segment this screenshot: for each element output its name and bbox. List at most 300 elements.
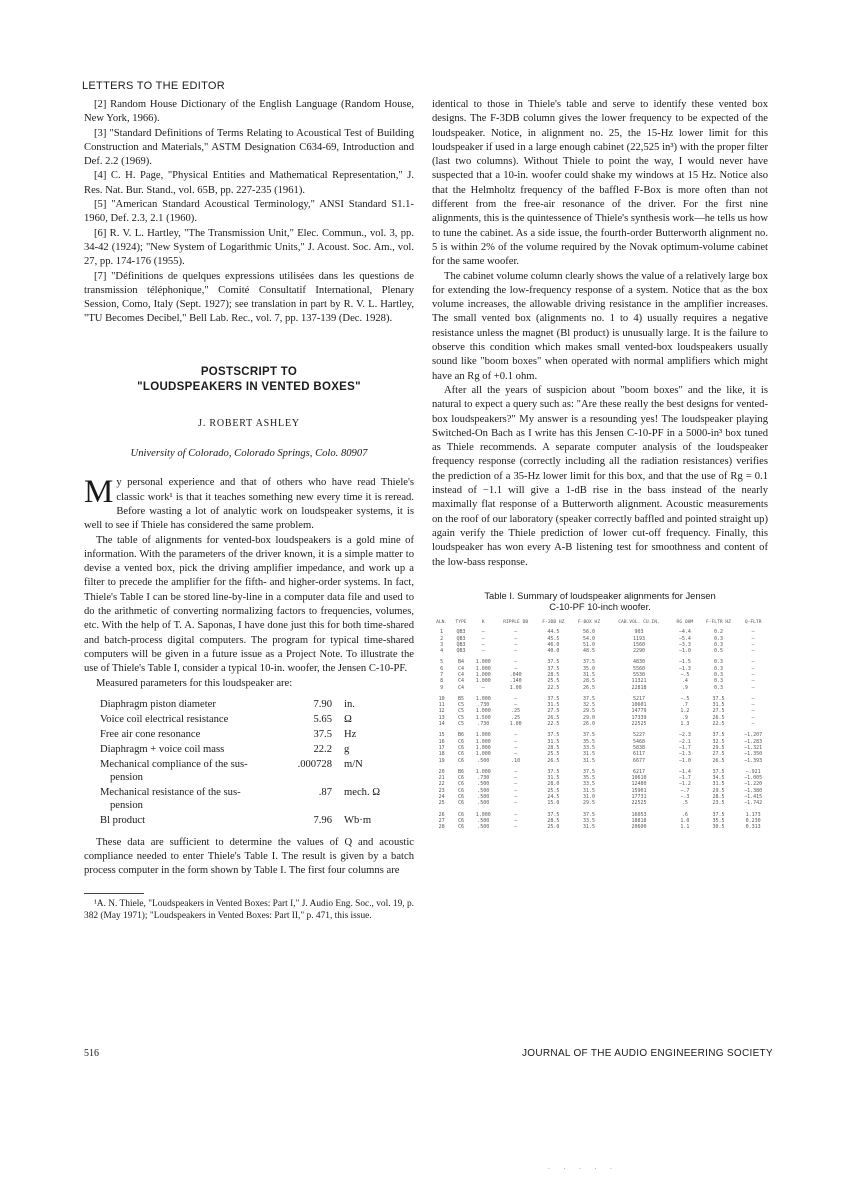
table-header-cell: F-3DB HZ <box>542 619 565 625</box>
table-cell: — <box>751 671 755 678</box>
table-cell: .730 <box>477 721 490 728</box>
table-header-cell: F-BOX HZ <box>577 619 601 625</box>
table-cell: .9 <box>681 714 688 721</box>
table-cell: C6 <box>457 781 464 788</box>
parameter-name-text: Diaphragm piston diameter <box>100 698 216 710</box>
table-cell: — <box>514 817 518 824</box>
table-row <box>432 824 768 830</box>
parameter-row <box>100 813 390 828</box>
table-cell: 16 <box>438 738 445 745</box>
table-cell: 0.3 <box>713 684 723 691</box>
table-cell: 46.0 <box>547 641 560 648</box>
table-cell: 10601 <box>631 702 647 709</box>
table-cell: 2 <box>440 635 444 642</box>
table-cell: QB3 <box>456 641 466 648</box>
table-header-cell: RG OHM <box>676 619 694 625</box>
table-cell: — <box>514 800 518 807</box>
table-cell: .500 <box>477 794 490 801</box>
parameter-unit: Wb·m <box>344 814 372 826</box>
table-cell: 1.00 <box>509 721 522 728</box>
table-cell: — <box>751 714 755 721</box>
table-cell: 22.5 <box>547 684 560 691</box>
table-cell: 29.5 <box>583 800 596 807</box>
table-cell: 1.173 <box>745 811 761 818</box>
parameter-name <box>100 712 280 727</box>
parameter-value: .000728 <box>297 758 332 770</box>
table-header-cell: Q-FLTR <box>744 619 762 625</box>
table-cell: −.3 <box>680 794 690 801</box>
table-header-cell: RIPPLE DB <box>503 619 529 625</box>
table-cell: .10 <box>511 757 521 764</box>
table-cell: 14779 <box>631 708 647 715</box>
table-cell: C6 <box>457 738 464 745</box>
table-cell: −1.415 <box>744 794 763 801</box>
footnote-rule <box>84 893 144 894</box>
table-cell: 27.5 <box>547 708 560 715</box>
table-cell: — <box>751 678 755 685</box>
table-cell: −1.3 <box>678 751 691 758</box>
table-cell: 2290 <box>632 648 645 655</box>
table-cell: −.921 <box>745 768 761 775</box>
table-cell: 37.5 <box>583 659 596 666</box>
table-cell: 25.0 <box>547 824 560 831</box>
table-cell: QB3 <box>456 648 466 655</box>
table-cell: 31.5 <box>583 671 596 678</box>
table-cell: 26.5 <box>547 757 560 764</box>
table-cell: 33.5 <box>583 817 596 824</box>
parameter-unit: mech. Ω <box>344 786 381 798</box>
table-cell: 1.000 <box>475 695 491 702</box>
table-cell: 22818 <box>631 684 647 691</box>
table-cell: −1.393 <box>744 757 763 764</box>
table-cell: 5468 <box>632 738 645 745</box>
table-cell: — <box>481 629 485 636</box>
table-cell: 28.5 <box>547 817 560 824</box>
table-cell: QB3 <box>456 629 466 636</box>
table-cell: 26.5 <box>583 684 596 691</box>
table-row <box>432 727 768 738</box>
table-cell: — <box>751 665 755 672</box>
table-cell: 0.3 <box>713 671 723 678</box>
table-cell: 1.000 <box>475 744 491 751</box>
table-cell: 34.5 <box>712 775 725 782</box>
table-cell: C4 <box>457 665 464 672</box>
table-cell: 51.0 <box>583 641 596 648</box>
parameter-name-text: Diaphragm + voice coil mass <box>100 743 225 755</box>
drop-cap: M <box>84 474 114 511</box>
table-cell: B6 <box>457 732 464 739</box>
table-cell: 31.5 <box>547 702 560 709</box>
table-cell: 48.5 <box>583 648 596 655</box>
table-cell: 1.000 <box>475 665 491 672</box>
table-cell: 1.00 <box>509 684 522 691</box>
reference-item: [3] "Standard Definitions of Terms Relating to Acoustical Test of Building Construction and Materials," ASTM Designation C634-69, Introduction and Def. 2.2 (1969). <box>84 127 414 168</box>
table-cell: 903 <box>634 629 644 636</box>
table-cell: 31.5 <box>712 702 725 709</box>
table-cell: — <box>514 811 518 818</box>
parameter-name <box>100 697 280 712</box>
table-cell: B4 <box>457 659 464 666</box>
table-cell: −.7 <box>680 787 690 794</box>
table-cell: 31.5 <box>547 738 560 745</box>
table-cell: 12480 <box>631 781 647 788</box>
table-cell: B6 <box>457 768 464 775</box>
table-cell: — <box>751 708 755 715</box>
table-cell: 15.0 <box>547 800 560 807</box>
table-cell: 6 <box>440 665 444 672</box>
parameter-value: 7.96 <box>313 814 332 826</box>
parameter-name-continuation: pension <box>110 799 143 811</box>
table-caption <box>432 590 768 612</box>
table-cell: 0.230 <box>745 817 761 824</box>
parameter-name-text: Bl product <box>100 814 146 826</box>
table-cell: −1.220 <box>744 781 763 788</box>
parameter-row <box>100 757 390 785</box>
table-cell: — <box>751 721 755 728</box>
table-header-cell: CAB.VOL. CU.IN. <box>618 619 660 625</box>
article-title <box>84 365 414 395</box>
table-cell: −1.0 <box>678 648 691 655</box>
table-cell: 15 <box>438 732 445 739</box>
table-cell: C4 <box>457 678 464 685</box>
table-header-cell: ALN. <box>436 619 448 625</box>
table-cell: C6 <box>457 787 464 794</box>
table-cell: 8 <box>440 678 444 685</box>
table-cell: 37.5 <box>547 695 560 702</box>
table-cell: B5 <box>457 695 464 702</box>
table-cell: .9 <box>681 684 688 691</box>
reference-item: [5] "American Standard Acoustical Terminology," ANSI Standard S1.1-1960, Def. 2.3, 2.1 (1960). <box>84 199 414 225</box>
paragraph-identical: identical to those in Thiele's table and serve to identify these vented box designs. The F-3DB column gives the lower frequency to be expected of the loudspeaker. Notice, in alignment no. 25, the 15-Hz lower limit for this loudspeaker if used in a large enough cabinet (22,525 in³) with the proper filter (last two columns). Without Thiele to point the way, I would never have suspected that a 10-in. woofer could shake my windows at 15 Hz. Notice also that the Helmholtz frequency of the baffled F-Box is more often than not different from the free-air resonance of the driver. For the first nine alignments, this is the quintessence of Thiele's synthesis work—he tells us how to tune the cabinet. As a side issue, the fourth-order Butterworth alignment no. 5 is within 2% of the volume required by the Novak optimum-volume cabinet for the same woofer. <box>432 99 768 268</box>
table-cell: — <box>481 641 485 648</box>
table-cell: — <box>751 635 755 642</box>
table-cell: −1.5 <box>678 659 691 666</box>
table-cell: 27 <box>438 817 445 824</box>
table-cell: 33.5 <box>583 744 596 751</box>
table-cell: 7 <box>440 671 444 678</box>
table-cell: — <box>751 684 755 691</box>
table-cell: 24 <box>438 794 445 801</box>
table-cell: 1560 <box>632 641 645 648</box>
table-cell: — <box>751 648 755 655</box>
parameter-unit: Ω <box>344 713 352 725</box>
parameter-name <box>100 727 280 742</box>
table-cell: 28.5 <box>583 678 596 685</box>
author: J. ROBERT ASHLEY <box>198 417 300 429</box>
table-cell: 29.5 <box>712 787 725 794</box>
parameter-value: 22.2 <box>313 743 332 755</box>
table-cell: 18818 <box>631 817 647 824</box>
table-cell: 20 <box>438 768 445 775</box>
table-cell: −1.350 <box>744 751 763 758</box>
table-cell: 1.000 <box>475 671 491 678</box>
table-cell: 54.0 <box>583 635 596 642</box>
table-cell: — <box>514 695 518 702</box>
table-cell: 1.1 <box>680 824 690 831</box>
parameter-value: 37.5 <box>313 728 332 740</box>
table-cell: 37.5 <box>547 659 560 666</box>
table-cell: 37.5 <box>583 732 596 739</box>
running-header: LETTERS TO THE EDITOR <box>82 80 226 92</box>
paragraph-boom-boxes: After all the years of suspicion about "boom boxes" and the like, it is natural to expect a query such as: "Are these really the best designs for vented-box loudspeakers?" My answer is a resounding yes! The loudspeaker playing Switched-On Bach as I write has this Jensen C-10-PF in a 5000-in³ box tuned as Thiele recommends. A separate computer analysis of the loudspeaker frequency response (correctly including all the radiation resistances) verifies the prediction of a 35-Hz lower limit for this box, and that the use of Rg = 0.1 instead of −1.1 will give a 1-dB rise in the bass instead of the nearly maximally flat response of a Butterworth alignment. Acoustic measurements on the roof of our laboratory (speaker correctly baffled and pointed straight up) again verify the Thiele prediction of lower cut-off frequency. Finally, this loudspeaker has won every A-B listening test for smoothness and content of the low-bass response. <box>432 384 768 568</box>
parameter-value: .87 <box>318 786 332 798</box>
table-cell: 26.5 <box>547 714 560 721</box>
table-cell: 5 <box>440 659 444 666</box>
table-row <box>432 691 768 702</box>
table-cell: 26.0 <box>583 721 596 728</box>
parameter-name-text: Mechanical compliance of the sus- <box>100 758 248 770</box>
parameter-name <box>100 757 280 785</box>
table-cell: −.5 <box>680 671 690 678</box>
table-cell: 37.5 <box>583 768 596 775</box>
table-cell: — <box>514 768 518 775</box>
table-cell: C4 <box>457 684 464 691</box>
journal-name: JOURNAL OF THE AUDIO ENGINEERING SOCIETY <box>522 1048 773 1059</box>
table-cell: C6 <box>457 794 464 801</box>
table-cell: 31.5 <box>547 775 560 782</box>
table-cell: .730 <box>477 702 490 709</box>
table-cell: 0.3 <box>713 641 723 648</box>
table-cell: 4 <box>440 648 444 655</box>
table-row <box>432 654 768 665</box>
table-cell: 23.5 <box>712 800 725 807</box>
table-cell: — <box>481 635 485 642</box>
table-cell: — <box>751 629 755 636</box>
parameter-name-continuation: pension <box>110 771 143 783</box>
table-cell: 22525 <box>631 721 647 728</box>
table-cell: 16053 <box>631 811 647 818</box>
table-cell: 0.3 <box>713 665 723 672</box>
table-cell: 13 <box>438 714 445 721</box>
table-cell: 6677 <box>632 757 645 764</box>
table-cell: .500 <box>477 824 490 831</box>
table-cell: 22525 <box>631 800 647 807</box>
table-cell: C6 <box>457 824 464 831</box>
table-cell: 31.5 <box>583 751 596 758</box>
table-cell: 6217 <box>632 768 645 775</box>
title-line-1: POSTSCRIPT TO <box>200 365 298 378</box>
table-cell: — <box>514 824 518 831</box>
table-cell: −1.0 <box>678 757 691 764</box>
table-cell: 1.2 <box>680 708 690 715</box>
table-cell: 35.5 <box>583 775 596 782</box>
table-cell: .500 <box>477 787 490 794</box>
table-cell: −1.005 <box>744 775 763 782</box>
table-cell: 1.000 <box>475 659 491 666</box>
table-cell: 22 <box>438 781 445 788</box>
table-cell: 28.0 <box>547 781 560 788</box>
table-cell: 0.3 <box>713 659 723 666</box>
table-cell: 10 <box>438 695 445 702</box>
parameter-row <box>100 727 390 742</box>
alignment-table <box>432 620 768 831</box>
table-cell: 17731 <box>631 794 647 801</box>
table-cell: .500 <box>477 800 490 807</box>
table-cell: 9 <box>440 684 444 691</box>
parameter-unit: m/N <box>344 758 363 770</box>
table-cell: — <box>514 787 518 794</box>
table-cell: C4 <box>457 671 464 678</box>
table-cell: 28.5 <box>547 744 560 751</box>
parameter-row <box>100 742 390 757</box>
table-cell: 1.0 <box>680 817 690 824</box>
table-cell: 6117 <box>632 751 645 758</box>
table-cell: C5 <box>457 708 464 715</box>
table-cell: 0.3 <box>713 678 723 685</box>
table-cell: 25.5 <box>547 751 560 758</box>
paragraph-data-sufficient: These data are sufficient to determine the values of Q and acoustic compliance needed to enter Thiele's Table I. The result is given by a batch process computer in the form shown by Table I. The first four columns are <box>84 836 414 877</box>
parameter-value: 5.65 <box>313 713 332 725</box>
table-cell: — <box>514 781 518 788</box>
table-cell: 32.5 <box>712 738 725 745</box>
table-cell: 31.0 <box>583 794 596 801</box>
table-cell: C5 <box>457 702 464 709</box>
table-cell: 30.5 <box>712 824 725 831</box>
table-cell: .25 <box>511 714 521 721</box>
table-cell: 0.313 <box>745 824 761 831</box>
table-cell: 37.5 <box>583 811 596 818</box>
table-cell: 35.0 <box>583 665 596 672</box>
left-column <box>84 98 414 922</box>
table-cell: 29.5 <box>583 708 596 715</box>
table-cell: 27.5 <box>712 751 725 758</box>
table-cell: 31.5 <box>712 781 725 788</box>
table-cell: 20600 <box>631 824 647 831</box>
table-cell: 37.5 <box>547 665 560 672</box>
table-cell: C6 <box>457 775 464 782</box>
table-cell: — <box>514 629 518 636</box>
table-cell: 0.5 <box>713 648 723 655</box>
table-cell: .730 <box>477 775 490 782</box>
table-cell: 15901 <box>631 787 647 794</box>
table-header-cell: TYPE <box>455 619 467 625</box>
table-cell: −1.7 <box>678 775 691 782</box>
table-cell: 29.0 <box>583 714 596 721</box>
table-cell: 29.5 <box>712 744 725 751</box>
table-cell: — <box>514 775 518 782</box>
table-cell: 37.5 <box>547 811 560 818</box>
table-cell: .7 <box>681 702 688 709</box>
table-cell: −1.321 <box>744 744 763 751</box>
table-cell: 26.5 <box>712 757 725 764</box>
table-header-cell: K <box>481 619 485 625</box>
parameter-unit: g <box>344 743 350 755</box>
table-cell: −1.3 <box>678 665 691 672</box>
table-cell: 35.5 <box>712 817 725 824</box>
reference-item: [6] R. V. L. Hartley, "The Transmission Unit," Elec. Commun., vol. 3, pp. 34-42 (1924); "New System of Logarithmic Units," J. Acoust. Soc. Am., vol. 27, pp. 174-176 (1955). <box>84 227 414 268</box>
table-cell: −1.283 <box>744 738 763 745</box>
table-cell: 4830 <box>632 659 645 666</box>
table-cell: — <box>514 659 518 666</box>
table-header-cell: F-FLTR HZ <box>706 619 731 625</box>
table-cell: 1193 <box>632 635 645 642</box>
table-cell: 1.000 <box>475 678 491 685</box>
table-row <box>432 764 768 775</box>
table-cell: −1.2 <box>678 781 691 788</box>
page-number: 516 <box>84 1048 99 1059</box>
table-cell: 5227 <box>632 732 645 739</box>
table-cell: 3 <box>440 641 444 648</box>
parameter-name-text: Voice coil electrical resistance <box>100 713 229 725</box>
table-cell: 33.5 <box>583 781 596 788</box>
reference-list <box>84 98 414 327</box>
table-cell: −2.3 <box>678 732 691 739</box>
table-cell: 1.000 <box>475 738 491 745</box>
table-cell: — <box>751 659 755 666</box>
affiliation: University of Colorado, Colorado Springs, Colo. 80907 <box>130 448 368 460</box>
parameter-name <box>100 785 280 813</box>
table-cell: .040 <box>509 671 522 678</box>
table-cell: 1.3 <box>680 721 690 728</box>
table-cell: — <box>514 738 518 745</box>
table-cell: — <box>514 732 518 739</box>
table-caption-line-1: Table I. Summary of loudspeaker alignments for Jensen <box>484 589 716 601</box>
parameter-name <box>100 742 280 757</box>
table-cell: 26 <box>438 811 445 818</box>
table-cell: 1.000 <box>475 708 491 715</box>
table-cell: −1.4 <box>678 768 691 775</box>
table-cell: 19 <box>438 757 445 764</box>
table-cell: 25 <box>438 800 445 807</box>
table-cell: .500 <box>477 817 490 824</box>
table-cell: — <box>514 635 518 642</box>
table-cell: 28.5 <box>547 671 560 678</box>
table-cell: 44.5 <box>547 629 560 636</box>
table-cell: C6 <box>457 800 464 807</box>
table-cell: −5.4 <box>678 635 691 642</box>
paragraph-intro-text: y personal experience and that of others who have read Thiele's classic work¹ is that it teaches something new every time it is reread. Before wasting a lot of analytic work on loudspeaker systems, it is well to see if Thiele has considered the same problem. <box>84 477 414 532</box>
table-cell: C5 <box>457 721 464 728</box>
table-cell: 14 <box>438 721 445 728</box>
parameter-unit: Hz <box>344 728 357 740</box>
table-cell: 32.5 <box>583 702 596 709</box>
table-cell: −1.207 <box>744 732 763 739</box>
table-cell: 5560 <box>632 665 645 672</box>
table-cell: — <box>514 665 518 672</box>
table-cell: −1.380 <box>744 787 763 794</box>
parameter-value: 7.90 <box>313 698 332 710</box>
table-cell: 18 <box>438 751 445 758</box>
table-cell: 23 <box>438 787 445 794</box>
table-cell: 1.000 <box>475 732 491 739</box>
reference-item: [4] C. H. Page, "Physical Entities and Mathematical Representation," J. Res. Nat. Bur. Stand., vol. 65B, pp. 227-235 (1961). <box>84 170 414 196</box>
table-cell: C6 <box>457 757 464 764</box>
table-cell: 25.5 <box>547 678 560 685</box>
table-cell: .5 <box>681 800 688 807</box>
table-cell: 37.5 <box>712 695 725 702</box>
table-cell: — <box>481 684 485 691</box>
table-cell: 28 <box>438 824 445 831</box>
table-cell: 5530 <box>632 671 645 678</box>
table-cell: C6 <box>457 817 464 824</box>
table-cell: −3.3 <box>678 641 691 648</box>
parameter-name-text: Free air cone resonance <box>100 728 201 740</box>
table-cell: .6 <box>681 811 688 818</box>
table-cell: — <box>514 648 518 655</box>
table-cell: — <box>481 648 485 655</box>
parameter-name <box>100 813 280 828</box>
paragraph-measured: Measured parameters for this loudspeaker are: <box>96 677 293 689</box>
table-cell: 22.5 <box>547 721 560 728</box>
table-cell: 31.5 <box>583 824 596 831</box>
table-cell: 17 <box>438 744 445 751</box>
table-cell: — <box>514 751 518 758</box>
table-cell: 10610 <box>631 775 647 782</box>
table-cell: 56.0 <box>583 629 596 636</box>
table-cell: −1.7 <box>678 744 691 751</box>
table-cell: 5838 <box>632 744 645 751</box>
table-cell: 35.5 <box>583 738 596 745</box>
